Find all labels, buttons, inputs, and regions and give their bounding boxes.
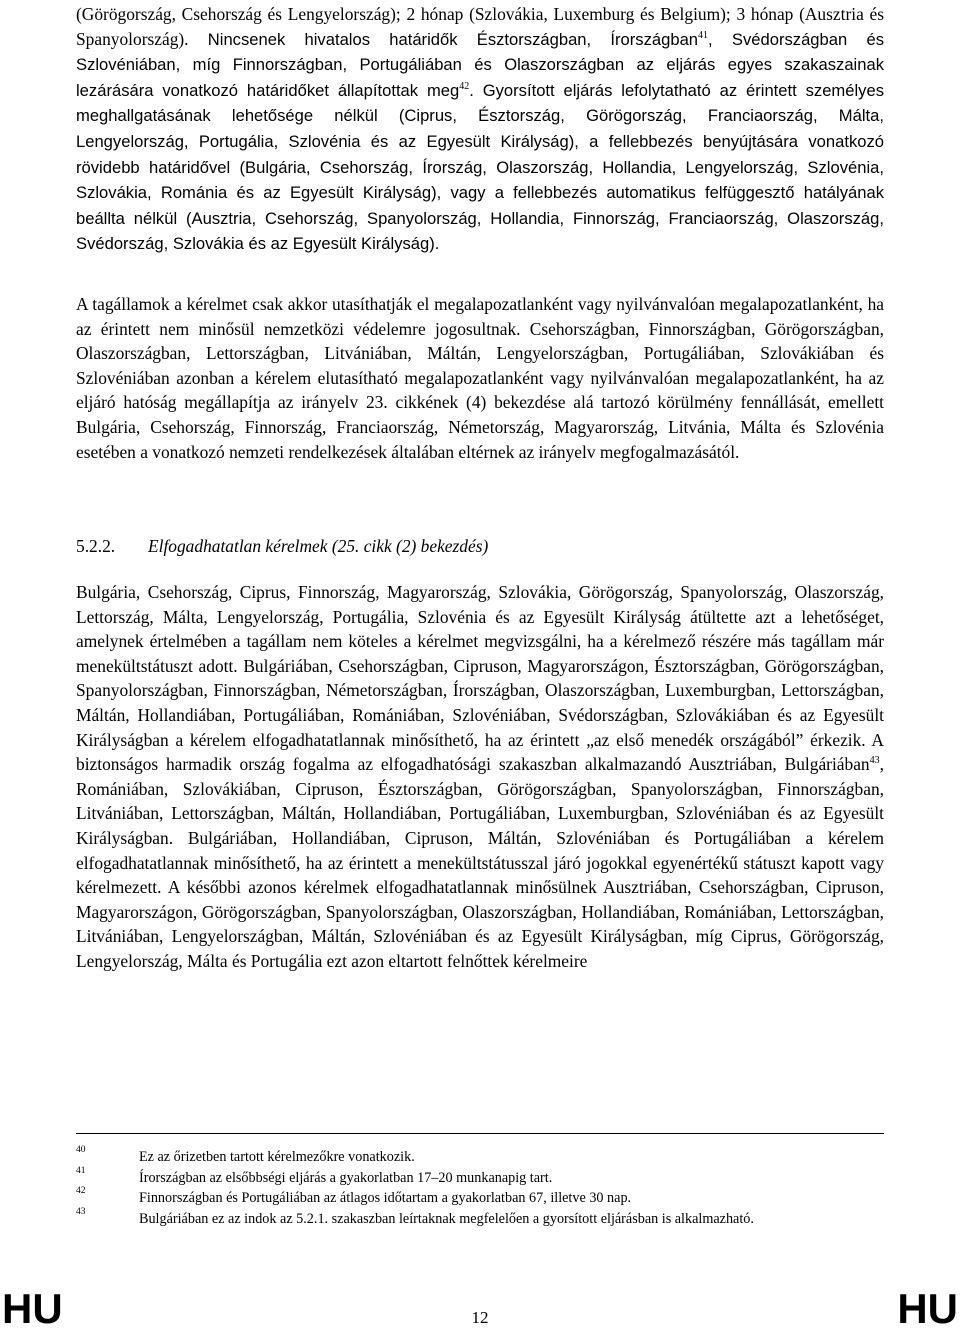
paragraph-unfounded-applications	[76, 292, 884, 464]
footnote-number: 41	[76, 1165, 86, 1176]
page-number: 12	[471, 1308, 489, 1327]
paragraph-text: A tagállamok a kérelmet csak akkor utasíthatják el megalapozatlanként vagy nyilvánvalóan megalapozatlanként, ha az érintett nem minősül nemzetközi védelemre jogosultnak. Csehországban, Finnországban, Görögországban, Olaszországban, Lettországban, Litvániában, Máltán, Lengyelországban, Portugáliában, Szlovákiában és Szlovéniában azonban a kérelem elutasítható megalapozatlanként vagy nyilvánvalóan megalapozatlanként, ha az eljáró hatóság megállapítja az irányelv 23. cikkének (4) bekezdése alá tartozó körülmény fennállását, emellett Bulgária, Csehország, Finnország, Franciaország, Németország, Magyarország, Litvánia, Málta és Szlovénia esetében a vonatkozó nemzeti rendelkezések általában eltérnek az irányelv megfogalmazásától.	[76, 294, 884, 462]
footnote-43	[76, 1206, 884, 1230]
language-code-right: HU	[897, 1285, 958, 1332]
footnote-number: 40	[76, 1145, 86, 1155]
footnote-text: Írországban az elsőbbségi eljárás a gyakorlatban 17–20 munkanapig tart.	[139, 1169, 553, 1186]
paragraph-text	[76, 2, 884, 257]
footnote-41	[76, 1165, 884, 1189]
footnote-text: Bulgáriában ez az indok az 5.2.1. szakaszban leírtaknak megfelelően a gyorsított eljárásban is alkalmazható.	[139, 1210, 754, 1227]
paragraph-text-serif: (Görögország, Csehország és Lengyelország); 2 hónap (Szlovákia, Luxemburg és Belgium); 3 hónap (Ausztria és Spanyolország).	[76, 4, 884, 49]
language-code-left: HU	[2, 1285, 63, 1332]
paragraph-text	[76, 580, 884, 974]
paragraph-text-part: , Romániában, Szlovákiában, Cipruson, Észtországban, Görögországban, Spanyolországban, Finnországban, Litvániában, Lettországban, Máltán, Hollandiában, Portugáliában, Luxemburgban, Szlovéniában és az Egyesült Királyságban. Bulgáriában, Hollandiában, Cipruson, Máltán, Szlovéniában és Portugáliában a kérelem elfogadhatatlannak minősíthető, ha az érintett a menekültstátusszal járó jogokkal egyenértékű státuszt kapott vagy kérelmezett. A későbbi azonos kérelmek elfogadhatatlannak minősülnek Ausztriában, Csehországban, Cipruson, Magyarországon, Görögországban, Spanyolországban, Olaszországban, Hollandiában, Romániában, Lettországban, Litvániában, Lengyelországban, Máltán, Szlovéniában és az Egyesült Királyságban, míg Ciprus, Görögország, Lengyelország, Málta és Portugália ezt azon eltartott felnőttek kérelmeire	[76, 754, 884, 971]
footnote-text: Finnországban és Portugáliában az átlagos időtartam a gyakorlatban 67, illetve 30 nap.	[139, 1190, 632, 1207]
paragraph-text-part: Bulgária, Csehország, Ciprus, Finnország, Magyarország, Szlovákia, Görögország, Spanyolország, Olaszország, Lettország, Málta, Lengyelország, Portugália, Szlovénia és az Egyesült Királyság átültette azt a lehetőséget, amelynek értelmében a tagállam nem köteles a kérelmet megvizsgálni, ha a kérelmező részére más tagállam már menekültstátuszt adott. Bulgáriában, Csehországban, Cipruson, Magyarországon, Észtországban, Görögországban, Spanyolországban, Finnországban, Németországban, Írországban, Olaszországban, Luxemburgban, Lettországban, Máltán, Hollandiában, Portugáliában, Romániában, Szlovéniában, Svédországban, Szlovákiában és az Egyesült Királyságban a kérelem elfogadhatatlannak minősíthető, ha az érintett „az első menedék országából” érkezik. A biztonságos harmadik ország fogalma az elfogadhatósági szakaszban alkalmazandó Ausztriában, Bulgáriában	[76, 582, 884, 775]
paragraph-text-sans: . Gyorsított eljárás lefolytatható az érintett személyes meghallgatásának lehetősége nélkül (Ciprus, Észtország, Görögország, Franciaország, Málta, Lengyelország, Portugália, Szlovénia és az Egyesült Királyság), a fellebbezés benyújtására vonatkozó rövidebb határidővel (Bulgária, Csehország, Írország, Olaszország, Hollandia, Lengyelország, Szlovénia, Szlovákia, Románia és az Egyesült Királyság), vagy a fellebbezés automatikus felfüggesztő hatályának beállta nélkül (Ausztria, Csehország, Spanyolország, Hollandia, Finnország, Franciaország, Olaszország, Svédország, Szlovákia és az Egyesült Királyság).	[76, 80, 884, 254]
footnotes	[76, 1147, 884, 1229]
footnote-ref-43[interactable]: 43	[869, 755, 880, 767]
section-heading	[76, 534, 884, 559]
footnote-42	[76, 1188, 884, 1209]
paragraph-text-sans: , Svédországban és Szlovéniában, míg Finnországban, Portugáliában és Olaszországban az eljárás egyes szakaszainak lezárására vonatkozó határidőket állapítottak meg	[76, 29, 884, 100]
section-title: Elfogadhatatlan kérelmek (25. cikk (2) bekezdés)	[148, 536, 489, 556]
paragraph-inadmissible-applications	[76, 580, 884, 974]
footnote-text: Ez az őrizetben tartott kérelmezőkre vonatkozik.	[139, 1149, 415, 1165]
footnote-number: 43	[76, 1206, 86, 1217]
footnote-number: 42	[76, 1186, 86, 1197]
footnote-ref-41[interactable]: 41	[698, 29, 709, 41]
footnote-separator	[76, 1133, 884, 1134]
paragraph-procedure-deadlines	[76, 2, 884, 257]
paragraph-text-sans: Nincsenek hivatalos határidők Észtországban, Írországban	[188, 29, 699, 49]
footnote-ref-42[interactable]: 42	[459, 80, 470, 92]
section-number: 5.2.2.	[76, 536, 116, 556]
footnote-40	[76, 1147, 884, 1168]
